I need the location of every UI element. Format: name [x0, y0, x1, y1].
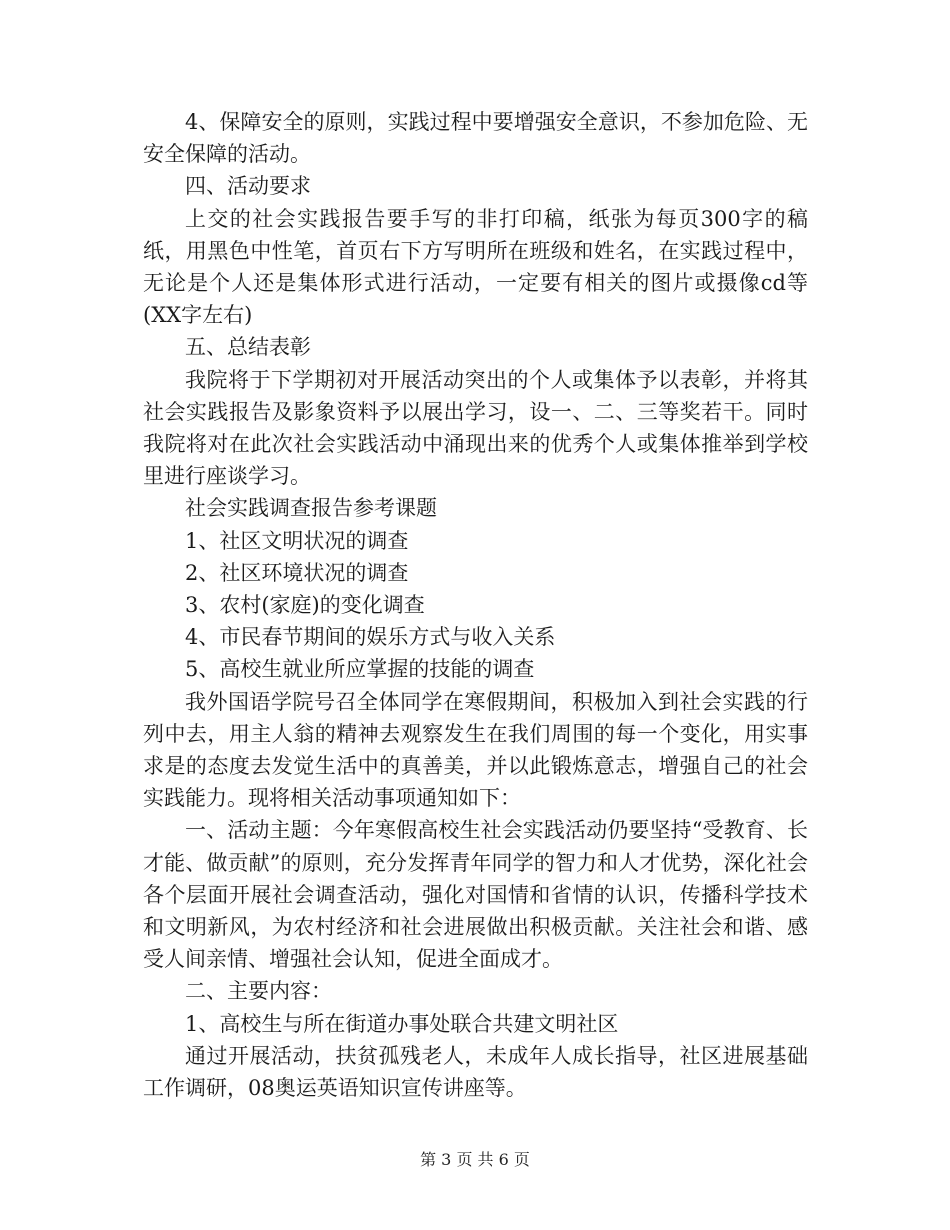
paragraph-call-to-action: 我外国语学院号召全体同学在寒假期间，积极加入到社会实践的行列中去，用主人翁的精神去观察发生在我们周围的每一个变化，用实事求是的态度去发觉生活中的真善美，并以此锻炼意志，增强自己的社会实践能力。现将相关活动事项通知如下：	[143, 689, 808, 811]
list-item-content-1: 1、高校生与所在街道办事处联合共建文明社区	[185, 1011, 619, 1036]
paragraph-report-requirements: 上交的社会实践报告要手写的非打印稿，纸张为每页300字的稿纸，用黑色中性笔，首页右下方写明所在班级和姓名，在实践过程中，无论是个人还是集体形式进行活动，一定要有相关的图片或摄像cd等(XX字左右)	[143, 206, 808, 328]
list-item-topic-1: 1、社区文明状况的调查	[185, 528, 409, 553]
paragraph-commendation: 我院将于下学期初对开展活动突出的个人或集体予以表彰，并将其社会实践报告及影象资料予以展出学习，设一、二、三等奖若干。同时我院将对在此次社会实践活动中涌现出来的优秀个人或集体推举到学校里进行座谈学习。	[143, 367, 808, 489]
paragraph-safety-principle: 4、保障安全的原则，实践过程中要增强安全意识，不参加危险、无安全保障的活动。	[143, 110, 808, 167]
paragraph-activity-theme: 一、活动主题：今年寒假高校生社会实践活动仍要坚持“受教育、长才能、做贡献”的原则，充分发挥青年同学的智力和人才优势，深化社会各个层面开展社会调查活动，强化对国情和省情的认识，传播科学技术和文明新风，为农村经济和社会进展做出积极贡献。关注社会和谐、感受人间亲情、增强社会认知，促进全面成才。	[143, 818, 808, 972]
list-item-topic-3: 3、农村(家庭)的变化调查	[185, 593, 425, 618]
page-number-footer: 第 3 页 共 6 页	[420, 1150, 530, 1169]
heading-main-content: 二、主要内容：	[185, 979, 332, 1004]
list-item-topic-5: 5、高校生就业所应掌握的技能的调查	[185, 657, 535, 682]
paragraph-content-details: 通过开展活动，扶贫孤残老人，未成年人成长指导，社区进展基础工作调研，08奥运英语知识宣传讲座等。	[143, 1043, 808, 1101]
list-item-topic-2: 2、社区环境状况的调查	[185, 560, 409, 585]
heading-summary-commendation: 五、总结表彰	[185, 335, 311, 360]
heading-reference-topics: 社会实践调查报告参考课题	[185, 496, 437, 521]
list-item-topic-4: 4、市民春节期间的娱乐方式与收入关系	[185, 625, 556, 650]
heading-activity-requirements: 四、活动要求	[185, 174, 311, 199]
page-body	[143, 106, 808, 1104]
